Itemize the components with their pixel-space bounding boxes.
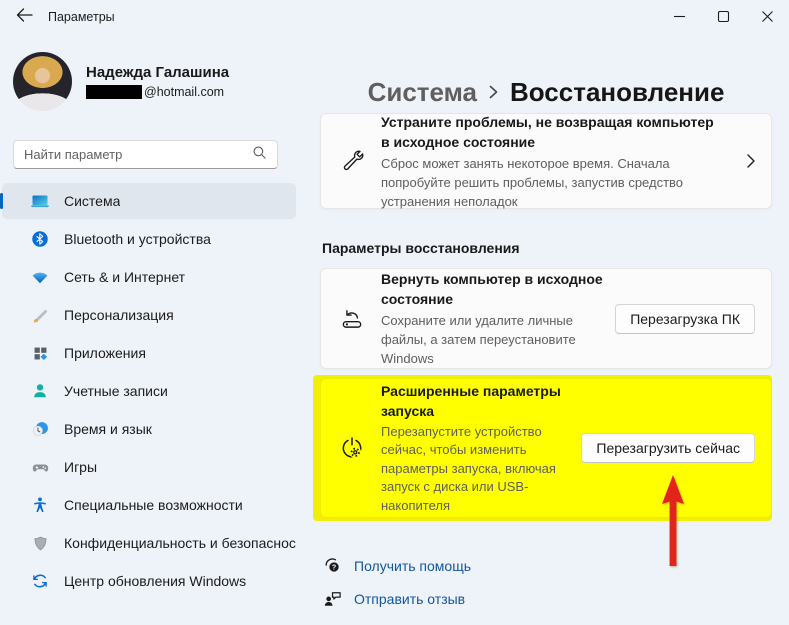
reset-pc-button[interactable]: Перезагрузка ПК (615, 304, 755, 334)
sidebar-item-accounts[interactable] (2, 373, 296, 409)
chevron-right-icon (747, 154, 755, 168)
sidebar-item-bluetooth-devices[interactable] (2, 221, 296, 257)
search-input[interactable] (24, 147, 252, 162)
advanced-startup-title: Расширенные параметры запуска (381, 382, 561, 419)
breadcrumb-chevron-icon (489, 85, 498, 99)
get-help-icon (322, 556, 342, 575)
troubleshoot-subtitle: Сброс может занять некоторое время. Сначала попробуйте решить проблемы, запустив средство устранения неполадок (381, 155, 684, 209)
apps-icon (30, 343, 50, 363)
avatar (13, 52, 72, 111)
sidebar-item-label: Bluetooth и устройства (64, 231, 211, 247)
advanced-startup-card (320, 378, 772, 518)
privacy-icon (30, 533, 50, 553)
sidebar-item-label: Персонализация (64, 307, 174, 323)
user-email (86, 85, 229, 99)
system-icon (30, 191, 50, 211)
search-box (13, 140, 278, 169)
email-redaction-box (86, 85, 142, 99)
sidebar-item-accessibility[interactable] (2, 487, 296, 523)
sidebar-item-label: Время и язык (64, 421, 152, 437)
sidebar-item-privacy-security[interactable] (2, 525, 296, 561)
sidebar-item-label: Сеть & и Интернет (64, 269, 186, 285)
back-button[interactable] (8, 4, 40, 30)
time-language-icon (30, 419, 50, 439)
sidebar-item-games[interactable] (2, 449, 296, 485)
breadcrumb (320, 74, 772, 110)
sidebar-item-system[interactable] (2, 183, 296, 219)
send-feedback-link[interactable] (322, 582, 471, 615)
advanced-startup-icon (339, 435, 365, 462)
bluetooth-icon (30, 229, 50, 249)
section-header: Параметры восстановления (322, 240, 520, 256)
send-feedback-icon (322, 589, 342, 608)
get-help-link[interactable] (322, 549, 471, 582)
sidebar-item-label: Приложения (64, 345, 146, 361)
titlebar (0, 0, 789, 34)
accessibility-icon (30, 495, 50, 515)
sidebar-item-label: Центр обновления Windows (64, 573, 247, 589)
email-domain: @hotmail.com (144, 85, 225, 99)
user-profile (13, 52, 229, 111)
yellow-highlight (313, 375, 772, 521)
page-title: Восстановление (509, 76, 725, 107)
sidebar-item-label: Конфиденциальность и безопаснос (64, 535, 296, 551)
window-controls (657, 0, 789, 32)
sidebar-item-apps[interactable] (2, 335, 296, 371)
maximize-icon (717, 10, 730, 23)
send-feedback-label: Отправить отзыв (354, 590, 466, 607)
reset-pc-title: Вернуть компьютер в исходное состояние (381, 271, 603, 307)
sidebar-item-label: Система (64, 193, 121, 209)
sidebar-item-label: Учетные записи (64, 383, 168, 399)
sidebar-item-personalization[interactable] (2, 297, 296, 333)
sidebar-item-time-language[interactable] (2, 411, 296, 447)
sidebar-item-network-internet[interactable] (2, 259, 296, 295)
maximize-button[interactable] (701, 0, 745, 32)
sidebar-item-windows-update[interactable] (2, 563, 296, 599)
troubleshoot-title: Устраните проблемы, не возвращая компьютер в исходное состояние (381, 113, 714, 150)
windows-update-icon (30, 571, 50, 591)
minimize-button[interactable] (657, 0, 701, 32)
minimize-icon (673, 10, 686, 23)
close-icon (761, 10, 774, 23)
wrench-icon (339, 149, 365, 174)
selected-indicator (0, 193, 3, 209)
get-help-label: Получить помощь (354, 557, 472, 574)
reset-pc-subtitle: Сохраните или удалите личные файлы, а затем переустановите Windows (381, 313, 576, 366)
reset-pc-icon (339, 306, 365, 332)
sidebar-nav (0, 181, 300, 601)
svg-text:?: ? (331, 563, 336, 572)
personalization-icon (30, 305, 50, 325)
advanced-startup-subtitle: Перезапустите устройство сейчас, чтобы изменить параметры запуска, включая запуск с диска или USB-накопителя (381, 423, 556, 513)
close-button[interactable] (745, 0, 789, 32)
back-arrow-icon (16, 8, 33, 27)
search-icon (252, 145, 267, 165)
troubleshoot-card[interactable] (320, 113, 772, 209)
accounts-icon (30, 381, 50, 401)
games-icon (30, 457, 50, 477)
breadcrumb-parent[interactable]: Система (367, 76, 477, 107)
restart-now-button[interactable]: Перезагрузить сейчас (581, 433, 755, 463)
app-title: Параметры (48, 10, 115, 24)
user-name: Надежда Галашина (86, 64, 230, 81)
footer-links (322, 549, 471, 615)
sidebar-item-label: Специальные возможности (64, 497, 243, 513)
reset-pc-card (320, 268, 772, 369)
sidebar-item-label: Игры (64, 459, 98, 475)
network-icon (30, 267, 50, 287)
